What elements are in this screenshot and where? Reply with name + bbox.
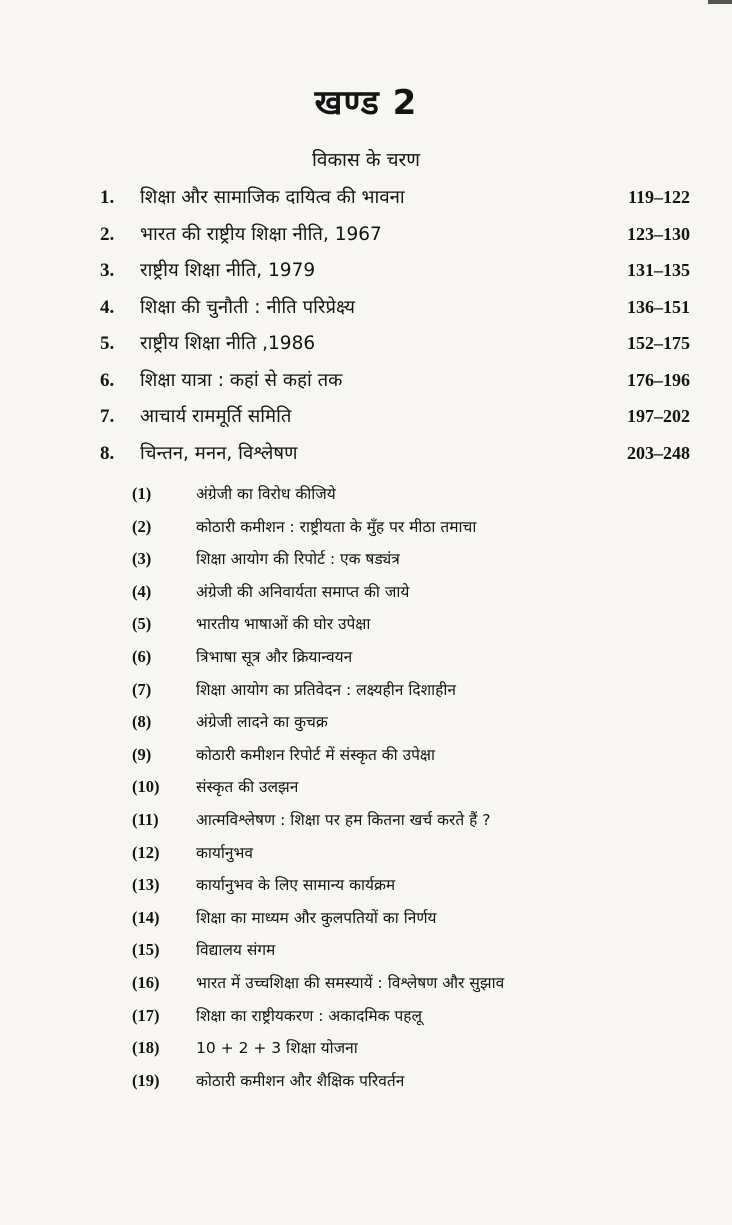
subsection-number: (3)	[132, 549, 152, 569]
subsection-title: अंग्रेजी लादने का कुचक्र	[196, 713, 328, 732]
chapter-title: आचार्य राममूर्ति समिति	[140, 406, 292, 427]
subsection-entry	[132, 515, 692, 548]
subsection-entry	[132, 938, 692, 971]
subsection-entry	[132, 971, 692, 1004]
subsection-title: भारतीय भाषाओं की घोर उपेक्षा	[196, 615, 371, 634]
chapter-entry	[100, 403, 690, 440]
chapter-title: राष्ट्रीय शिक्षा नीति ,1986	[140, 333, 316, 354]
chapter-entry	[100, 257, 690, 294]
section-heading: खण्ड 2	[314, 83, 418, 123]
subsection-number: (12)	[132, 842, 160, 862]
subsection-number: (16)	[132, 972, 160, 992]
subsection-title: कोठारी कमीशन और शैक्षिक परिवर्तन	[196, 1071, 405, 1090]
chapter-entry	[100, 184, 690, 221]
chapter-title: चिन्तन, मनन, विश्लेषण	[140, 442, 298, 464]
subsection-entry	[132, 547, 692, 580]
chapter-number: 6.	[100, 369, 115, 391]
subsection-number: (7)	[132, 679, 152, 699]
chapter-entry	[100, 440, 690, 477]
subsection-title: कार्यानुभव के लिए सामान्य कार्यक्रम	[196, 876, 396, 895]
chapter-pages: 136–151	[627, 296, 690, 317]
subsection-entry	[132, 743, 692, 776]
subsection-number: (6)	[132, 646, 152, 666]
chapter-entry	[100, 294, 690, 331]
chapter-list	[100, 184, 690, 476]
subsection-number: (2)	[132, 516, 152, 536]
chapter-title: शिक्षा की चुनौती : नीति परिप्रेक्ष्य	[140, 296, 355, 318]
chapter-pages: 176–196	[627, 369, 690, 390]
subsection-number: (11)	[132, 809, 159, 829]
subsection-number: (10)	[132, 777, 160, 797]
subsection-entry	[132, 906, 692, 939]
subsection-number: (1)	[132, 484, 152, 503]
subsection-entry	[132, 808, 692, 841]
subsection-title: कोठारी कमीशन : राष्ट्रीयता के मुँह पर मीठा तमाचा	[196, 517, 477, 536]
section-subheading: विकास के चरण	[311, 149, 421, 171]
subsection-title: 10 + 2 + 3 शिक्षा योजना	[196, 1039, 358, 1058]
chapter-entry	[100, 367, 690, 404]
subsection-number: (17)	[132, 1005, 160, 1025]
subsection-entry	[132, 482, 692, 515]
chapter-number: 7.	[100, 406, 115, 427]
subsection-number: (5)	[132, 614, 152, 634]
subsection-entry	[132, 775, 692, 808]
chapter-pages: 131–135	[627, 260, 690, 280]
chapter-pages: 203–248	[627, 442, 690, 463]
subsection-number: (15)	[132, 940, 160, 960]
subsection-number: (19)	[132, 1070, 160, 1090]
subsection-title: भारत में उच्चशिक्षा की समस्यायें : विश्लेषण और सुझाव	[196, 973, 505, 992]
subsection-entry	[132, 1069, 692, 1102]
chapter-pages: 197–202	[627, 406, 690, 426]
chapter-title: राष्ट्रीय शिक्षा नीति, 1979	[140, 260, 316, 281]
chapter-number: 5.	[100, 333, 115, 354]
chapter-pages: 119–122	[627, 187, 690, 207]
chapter-entry	[100, 221, 690, 258]
subsection-entry	[132, 841, 692, 874]
chapter-pages: 152–175	[627, 333, 690, 353]
chapter-number: 3.	[100, 260, 115, 281]
subsection-number: (9)	[132, 744, 152, 764]
subsection-title: आत्मविश्लेषण : शिक्षा पर हम कितना खर्च करते हैं ?	[196, 810, 491, 829]
chapter-number: 2.	[100, 223, 115, 245]
subsection-title: शिक्षा आयोग का प्रतिवेदन : लक्ष्यहीन दिशाहीन	[196, 680, 456, 699]
chapter-title: भारत की राष्ट्रीय शिक्षा नीति, 1967	[140, 223, 382, 245]
subsection-title: कोठारी कमीशन रिपोर्ट में संस्कृत की उपेक्षा	[196, 745, 436, 764]
subsection-number: (14)	[132, 907, 160, 927]
subsection-entry	[132, 1036, 692, 1069]
subsection-list	[132, 482, 692, 1101]
subsection-number: (4)	[132, 581, 152, 601]
subsection-title: अंग्रेजी का विरोध कीजिये	[196, 485, 336, 503]
subsection-title: अंग्रेजी की अनिवार्यता समाप्त की जाये	[196, 582, 410, 601]
chapter-entry	[100, 330, 690, 367]
subsection-entry	[132, 645, 692, 678]
subsection-title: शिक्षा का माध्यम और कुलपतियों का निर्णय	[196, 908, 437, 927]
subsection-title: संस्कृत की उलझन	[196, 778, 299, 797]
subsection-title: कार्यानुभव	[196, 843, 254, 862]
subsection-entry	[132, 678, 692, 711]
subsection-entry	[132, 580, 692, 613]
subsection-number: (18)	[132, 1038, 160, 1058]
subsection-entry	[132, 1004, 692, 1037]
subsection-entry	[132, 873, 692, 906]
subsection-entry	[132, 710, 692, 743]
chapter-number: 4.	[100, 296, 115, 318]
chapter-title: शिक्षा यात्रा : कहां से कहां तक	[140, 369, 343, 391]
page-edge-mark	[708, 0, 732, 4]
chapter-title: शिक्षा और सामाजिक दायित्व की भावना	[140, 187, 405, 208]
subsection-title: शिक्षा का राष्ट्रीयकरण : अकादमिक पहलू	[196, 1006, 423, 1025]
subsection-number: (13)	[132, 875, 160, 895]
subsection-title: विद्यालय संगम	[196, 941, 276, 960]
subsection-title: त्रिभाषा सूत्र और क्रियान्वयन	[196, 647, 353, 666]
subsection-number: (8)	[132, 712, 152, 732]
subsection-title: शिक्षा आयोग की रिपोर्ट : एक षड्यंत्र	[196, 550, 400, 569]
chapter-pages: 123–130	[627, 223, 690, 244]
chapter-number: 8.	[100, 442, 115, 464]
chapter-number: 1.	[100, 187, 115, 208]
subsection-entry	[132, 612, 692, 645]
